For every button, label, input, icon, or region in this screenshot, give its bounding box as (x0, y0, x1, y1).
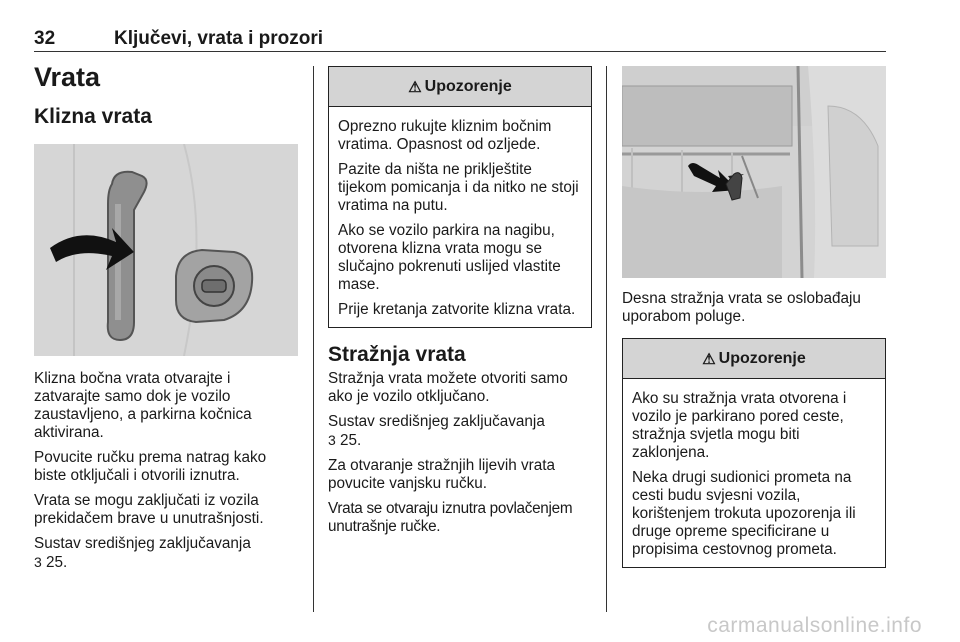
sliding-door-handle-illustration (34, 144, 298, 356)
sliding-door-handle-drawing (34, 144, 298, 356)
subsection-title: Klizna vrata (34, 105, 152, 128)
rear-door-lever-drawing (622, 66, 886, 278)
warning-body (329, 107, 591, 327)
warning-box (622, 338, 886, 568)
right-column (622, 66, 886, 568)
cross-reference (34, 535, 298, 572)
section-heading: Stražnja vrata (328, 343, 466, 366)
page-reference-arrow-icon: 3 (34, 554, 42, 570)
paragraph: Vrata se mogu zaključati iz vozila prekidačem brave u unutrašnjosti. (34, 492, 264, 527)
paragraph: Za otvaranje stražnjih lijevih vrata povucite vanjsku ručku. (328, 457, 556, 492)
warning-box (328, 66, 592, 328)
chapter-title: Ključevi, vrata i prozori (114, 28, 324, 49)
paragraph: Stražnja vrata možete otvoriti samo ako je vozilo otključano. (328, 370, 568, 405)
paragraph: Povucite ručku prema natrag kako biste otključali i otvorili iznutra. (34, 449, 267, 484)
warning-body (623, 379, 885, 567)
warning-title: Upozorenje (424, 77, 512, 95)
warning-paragraph: Ako se vozilo parkira na nagibu, otvorena klizna vrata mogu se slučajno pokrenuti uslijed vlastite mase. (338, 222, 561, 293)
watermark: carmanualsonline.info (707, 614, 922, 637)
warning-paragraph: Ako su stražnja vrata otvorena i vozilo je parkirano pored ceste, stražnja svjetla mogu biti zaklonjena. (632, 390, 847, 461)
warning-header (623, 339, 885, 379)
cross-reference-text: Sustav središnjeg zaključavanja (328, 413, 545, 430)
cross-reference-page[interactable]: 25. (340, 432, 362, 449)
warning-title: Upozorenje (718, 349, 806, 367)
column-divider-left (313, 66, 314, 612)
column-divider-right (606, 66, 607, 612)
warning-header (329, 67, 591, 107)
page-number: 32 (34, 28, 56, 49)
left-column (34, 62, 298, 572)
paragraph: Vrata se otvaraju iznutra povlačenjem unutrašnje ručke. (328, 500, 573, 535)
image-caption: Desna stražnja vrata se oslobađaju uporabom poluge. (622, 290, 861, 325)
section-title: Vrata (34, 62, 101, 92)
warning-paragraph: Neka drugi sudionici prometa na cesti budu svjesni vozila, korištenjem trokuta upozorenja ili druge opreme specificirane u propisima cestovnog prometa. (632, 469, 856, 558)
cross-reference-text: Sustav središnjeg zaključavanja (34, 535, 251, 552)
warning-paragraph: Oprezno rukujte kliznim bočnim vratima. Opasnost od ozljede. (338, 118, 552, 153)
page-header (34, 28, 886, 52)
page-reference-arrow-icon: 3 (328, 432, 336, 448)
paragraph: Klizna bočna vrata otvarajte i zatvarajte samo dok je vozilo zaustavljeno, a parkirna kočnica aktivirana. (34, 370, 252, 441)
cross-reference-page[interactable]: 25. (46, 554, 68, 571)
middle-column (328, 66, 592, 536)
cross-reference (328, 413, 592, 450)
warning-icon: ⚠ (408, 78, 422, 96)
rear-door-lever-illustration (622, 66, 886, 278)
warning-paragraph: Prije kretanja zatvorite klizna vrata. (338, 301, 576, 318)
warning-paragraph: Pazite da ništa ne priklještite tijekom pomicanja i da nitko ne stoji vratima na putu. (338, 161, 579, 214)
warning-icon: ⚠ (702, 350, 716, 368)
